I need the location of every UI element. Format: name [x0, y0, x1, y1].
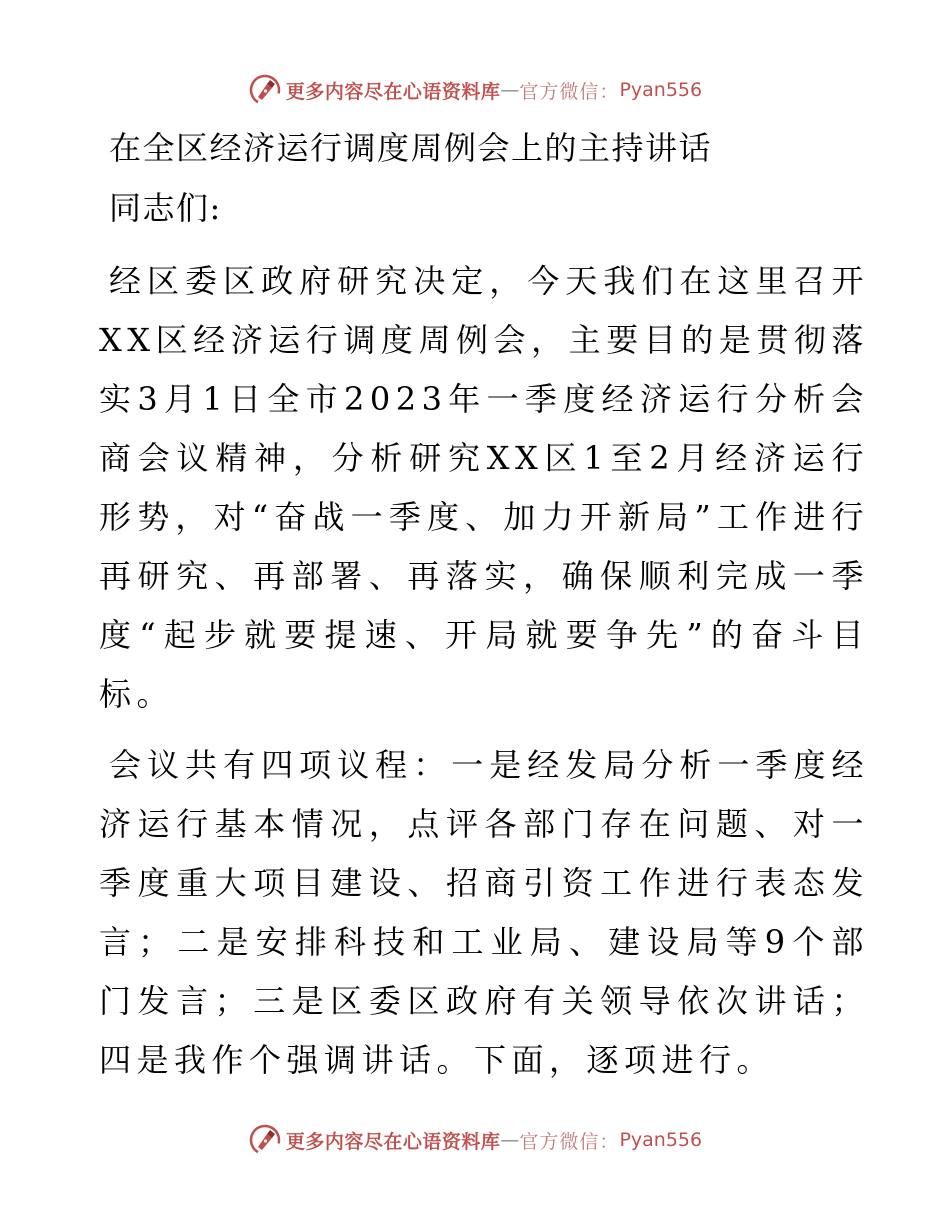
salutation: 同志们: [109, 189, 222, 227]
watermark-wechat-id: Pyan556 [619, 79, 703, 101]
watermark-banner-bottom [0, 1120, 950, 1160]
watermark-banner-top [0, 70, 950, 110]
watermark-main-text: 更多内容尽在心语资料库 [285, 80, 501, 103]
watermark-main-text: 更多内容尽在心语资料库 [285, 1130, 501, 1153]
watermark-dash: — [500, 1129, 520, 1151]
paragraph-1: 经区委区政府研究决定，今天我们在这里召开XX区经济运行调度周例会，主要目的是贯彻落实3月1日全市2023年一季度经济运行分析会商会议精神，分析研究XX区1至2月经济运行形势，对“奋战一季度、加力开新局”工作进行再研究、再部署、再落实，确保顺利完成一季度“起步就要提速、开局就要争先”的奋斗目标。 [99, 262, 869, 713]
watermark-wechat-label: 官方微信： [519, 80, 620, 103]
watermark-dash: — [500, 79, 520, 101]
pen-nib-logo-icon [248, 1123, 282, 1157]
watermark-wechat-id: Pyan556 [619, 1129, 703, 1151]
watermark-wechat-label: 官方微信： [519, 1130, 620, 1153]
document-title: 在全区经济运行调度周例会上的主持讲话 [109, 129, 713, 167]
paragraph-2: 会议共有四项议程：一是经发局分析一季度经济运行基本情况，点评各部门存在问题、对一季度重大项目建设、招商引资工作进行表态发言；二是安排科技和工业局、建设局等9个部门发言；三是区委区政府有关领导依次讲话；四是我作个强调讲话。下面，逐项进行。 [99, 746, 869, 1079]
document-body [99, 118, 869, 1102]
pen-nib-logo-icon [248, 73, 282, 107]
